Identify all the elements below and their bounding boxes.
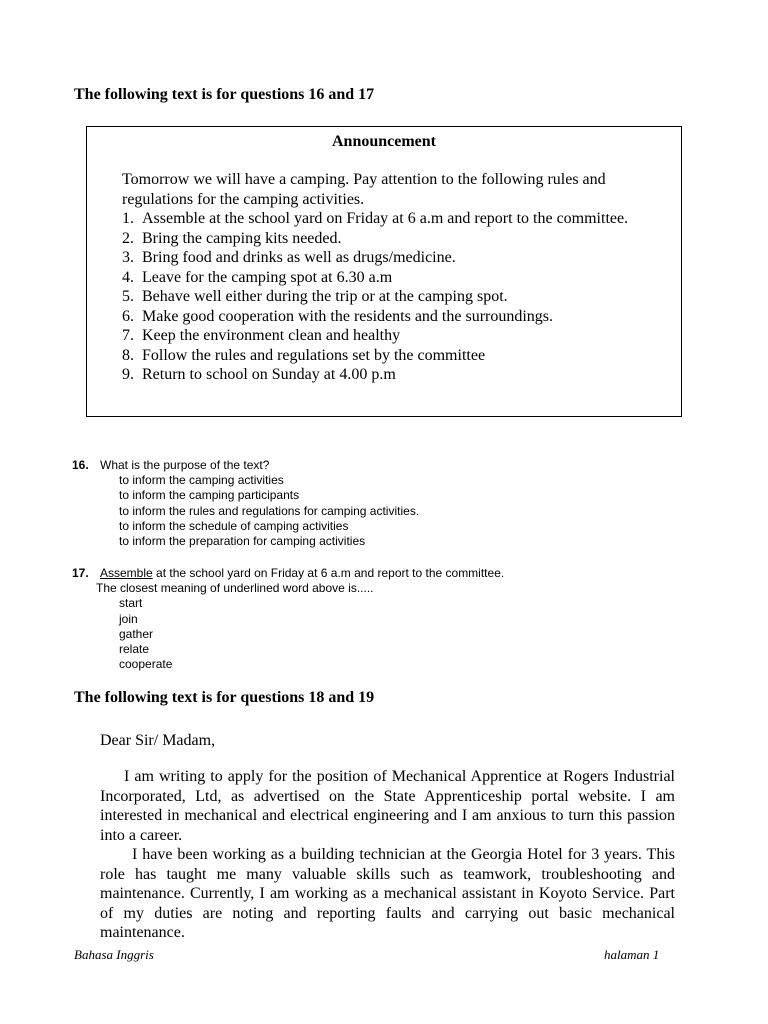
question-number: 17. bbox=[72, 566, 89, 580]
question-17 bbox=[72, 566, 504, 672]
question-text: at the school yard on Friday at 6 a.m and report to the committee. bbox=[152, 566, 505, 580]
section-heading-questions-18-19: The following text is for questions 18 and 19 bbox=[74, 689, 375, 706]
announcement-title: Announcement bbox=[331, 133, 436, 150]
question-17-stem bbox=[72, 566, 504, 581]
rule-item: 9. Return to school on Sunday at 4.00 p.m bbox=[122, 366, 396, 383]
answer-option[interactable]: to inform the camping participants bbox=[119, 488, 300, 503]
rule-item: 3. Bring food and drinks as well as drugs/medicine. bbox=[122, 249, 456, 266]
answer-option[interactable]: start bbox=[119, 596, 143, 611]
answer-option[interactable]: to inform the schedule of camping activities bbox=[119, 518, 349, 533]
question-text: What is the purpose of the text? bbox=[100, 458, 270, 472]
letter-paragraph: I am writing to apply for the position of Mechanical Apprentice at Rogers Industrial Incorporated, Ltd, as advertised on the State Apprenticeship portal website. I am interested in mechanical and electrical engineering and I am anxious to turn this passion into a career. bbox=[100, 768, 675, 844]
announcement-box bbox=[86, 126, 682, 417]
answer-option[interactable]: relate bbox=[119, 642, 150, 657]
rule-item: 1. Assemble at the school yard on Friday at 6 a.m and report to the committee. bbox=[122, 210, 629, 227]
rule-item: 6. Make good cooperation with the residents and the surroundings. bbox=[122, 307, 554, 325]
question-17-subquestion: The closest meaning of underlined word above is..... bbox=[96, 581, 374, 596]
answer-option[interactable]: to inform the preparation for camping activities bbox=[119, 534, 366, 549]
question-17-options bbox=[72, 596, 504, 672]
announcement-intro: Tomorrow we will have a camping. Pay attention to the following rules and regulations for the camping activities. bbox=[122, 171, 606, 208]
announcement-rules-list bbox=[122, 209, 667, 385]
footer-subject: Bahasa Inggris bbox=[74, 947, 154, 962]
question-16-stem bbox=[72, 458, 419, 473]
letter-body bbox=[100, 767, 675, 943]
question-16-options bbox=[72, 473, 419, 549]
rule-item: 7. Keep the environment clean and healthy bbox=[122, 327, 401, 344]
rule-item: 4. Leave for the camping spot at 6.30 a.m bbox=[122, 268, 393, 286]
footer-page-number: halaman 1 bbox=[604, 947, 660, 962]
question-number: 16. bbox=[72, 458, 89, 472]
underlined-word: Assemble bbox=[100, 566, 153, 580]
section-heading-questions-16-17: The following text is for questions 16 and 17 bbox=[74, 86, 375, 103]
answer-option[interactable]: join bbox=[119, 611, 138, 626]
answer-option[interactable]: to inform the rules and regulations for camping activities. bbox=[119, 503, 420, 518]
answer-option[interactable]: cooperate bbox=[119, 657, 173, 672]
letter-salutation: Dear Sir/ Madam, bbox=[100, 732, 216, 749]
answer-option[interactable]: gather bbox=[119, 626, 154, 641]
rule-item: 2. Bring the camping kits needed. bbox=[122, 229, 342, 247]
rule-item: 8. Follow the rules and regulations set by the committee bbox=[122, 346, 486, 364]
letter-paragraph: I have been working as a building technician at the Georgia Hotel for 3 years. This role has taught me many valuable skills such as teamwork, troubleshooting and maintenance. Currently, I am working as a mechanical assistant in Koyoto Service. Part of my duties are noting and reporting faults and carrying out basic mechanical maintenance. bbox=[100, 846, 675, 941]
question-16 bbox=[72, 458, 419, 549]
answer-option[interactable]: to inform the camping activities bbox=[119, 473, 284, 488]
rule-item: 5. Behave well either during the trip or at the camping spot. bbox=[122, 288, 508, 305]
